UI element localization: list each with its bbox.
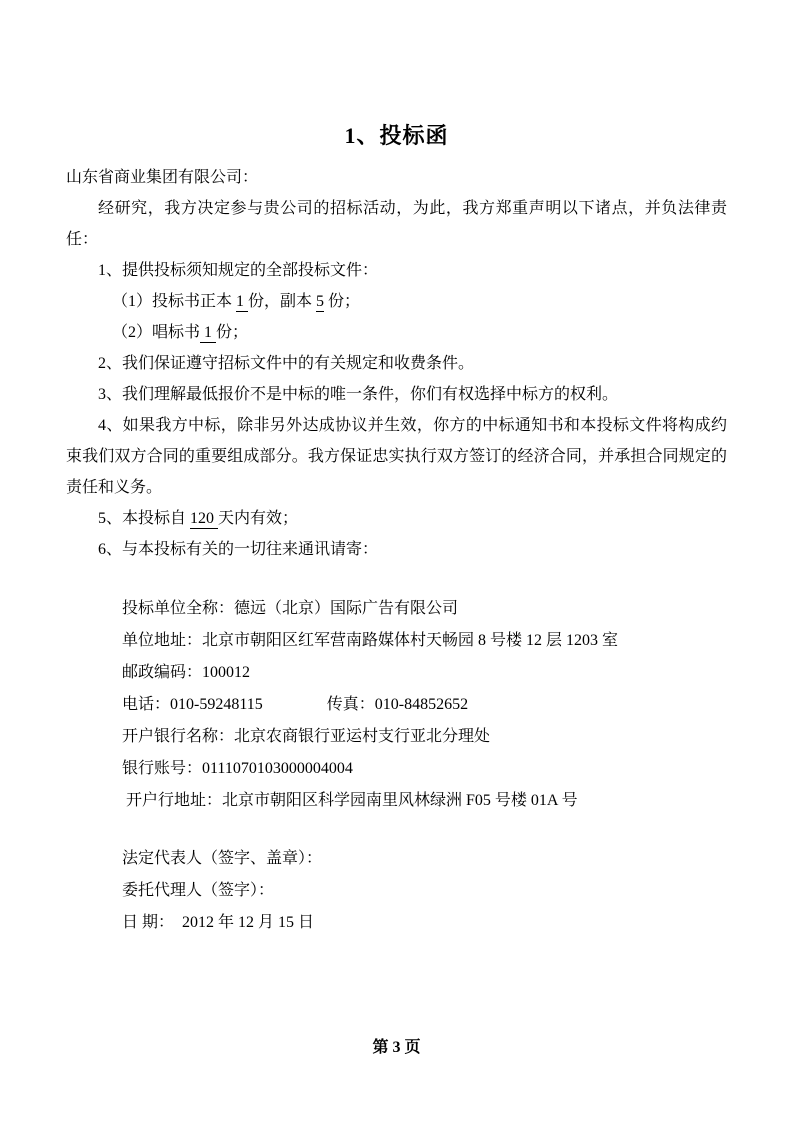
contact-section [66, 593, 727, 817]
item-1-sub-2-text: 份； [216, 324, 249, 341]
intro-line-1-text: 经研究，我方决定参与贵公司的招标活动，为此，我方郑重声明以下诸点，并负法律责 [98, 200, 727, 217]
item-1 [66, 255, 727, 286]
bidder-full-name-text: 投标单位全称：德远（北京）国际广告有限公司 [122, 600, 459, 617]
page-number: 第 3 页 [372, 1039, 421, 1056]
item-1-sub-2-underlined-value: 1 [200, 324, 217, 341]
authorized-agent-text: 委托代理人（签字）： [122, 882, 275, 899]
phone-fax-text: 电话：010-59248115 传真：010-84852652 [122, 696, 469, 713]
item-1-sub-1 [66, 286, 727, 317]
item-3 [66, 379, 727, 410]
company-address [66, 625, 727, 657]
item-1-sub-2-text: （2）唱标书 [112, 324, 201, 341]
item-1-text: 1、提供投标须知规定的全部投标文件： [98, 262, 379, 279]
bank-account-text: 银行账号：0111070103000004004 [122, 760, 353, 777]
intro-line-2 [66, 224, 727, 255]
item-1-sub-1-text: （1）投标书正本 [112, 293, 237, 310]
postal-code [66, 657, 727, 689]
item-1-sub-1-text: 份； [324, 293, 361, 310]
postal-code-text: 邮政编码：100012 [122, 664, 251, 681]
document-title: 1、投标函 [344, 123, 449, 148]
item-4-line-1 [66, 410, 727, 441]
item-1-sub-1-underlined-value: 1 [236, 293, 249, 310]
salutation [66, 162, 727, 193]
item-2 [66, 348, 727, 379]
item-5-underlined-value: 120 [190, 510, 219, 527]
intro-section [66, 162, 727, 255]
date-line-text: 日 期： 2012 年 12 月 15 日 [122, 914, 315, 931]
intro-line-2-text: 任： [66, 231, 99, 248]
salutation-text: 山东省商业集团有限公司： [66, 169, 259, 186]
bank-name [66, 721, 727, 753]
company-address-text: 单位地址：北京市朝阳区红军营南路媒体村天畅园 8 号楼 12 层 1203 室 [122, 632, 619, 649]
items-section [66, 255, 727, 565]
bank-account [66, 753, 727, 785]
bidder-full-name [66, 593, 727, 625]
intro-line-1 [66, 193, 727, 224]
legal-representative-text: 法定代表人（签字、盖章）： [122, 850, 323, 867]
item-4-line-3-text: 责任和义务。 [66, 479, 163, 496]
item-4-line-2 [66, 441, 727, 472]
item-3-text: 3、我们理解最低报价不是中标的唯一条件，你们有权选择中标方的权利。 [98, 386, 619, 403]
bank-address [66, 785, 727, 817]
item-6-text: 6、与本投标有关的一切往来通讯请寄： [98, 541, 379, 558]
legal-representative [66, 843, 727, 875]
item-6 [66, 534, 727, 565]
item-5-text: 5、本投标自 [98, 510, 191, 527]
date-line [66, 907, 727, 939]
document-body [0, 118, 793, 939]
item-5-text: 天内有效； [218, 510, 299, 527]
item-4-line-1-text: 4、如果我方中标，除非另外达成协议并生效，你方的中标通知书和本投标文件将构成约 [98, 417, 727, 434]
item-4-line-3 [66, 472, 727, 503]
item-1-sub-1-text: 份，副本 [248, 293, 317, 310]
bank-name-text: 开户银行名称：北京农商银行亚运村支行亚北分理处 [122, 728, 491, 745]
signature-section [66, 843, 727, 939]
item-2-text: 2、我们保证遵守招标文件中的有关规定和收费条件。 [98, 355, 475, 372]
item-1-sub-2 [66, 317, 727, 348]
authorized-agent [66, 875, 727, 907]
phone-fax [66, 689, 727, 721]
item-4-line-2-text: 束我们双方合同的重要组成部分。我方保证忠实执行双方签订的经济合同，并承担合同规定的 [66, 448, 727, 465]
item-1-sub-1-underlined-value: 5 [316, 293, 325, 310]
bank-address-text: 开户行地址：北京市朝阳区科学园南里风林绿洲 F05 号楼 01A 号 [122, 792, 578, 809]
item-5 [66, 503, 727, 534]
